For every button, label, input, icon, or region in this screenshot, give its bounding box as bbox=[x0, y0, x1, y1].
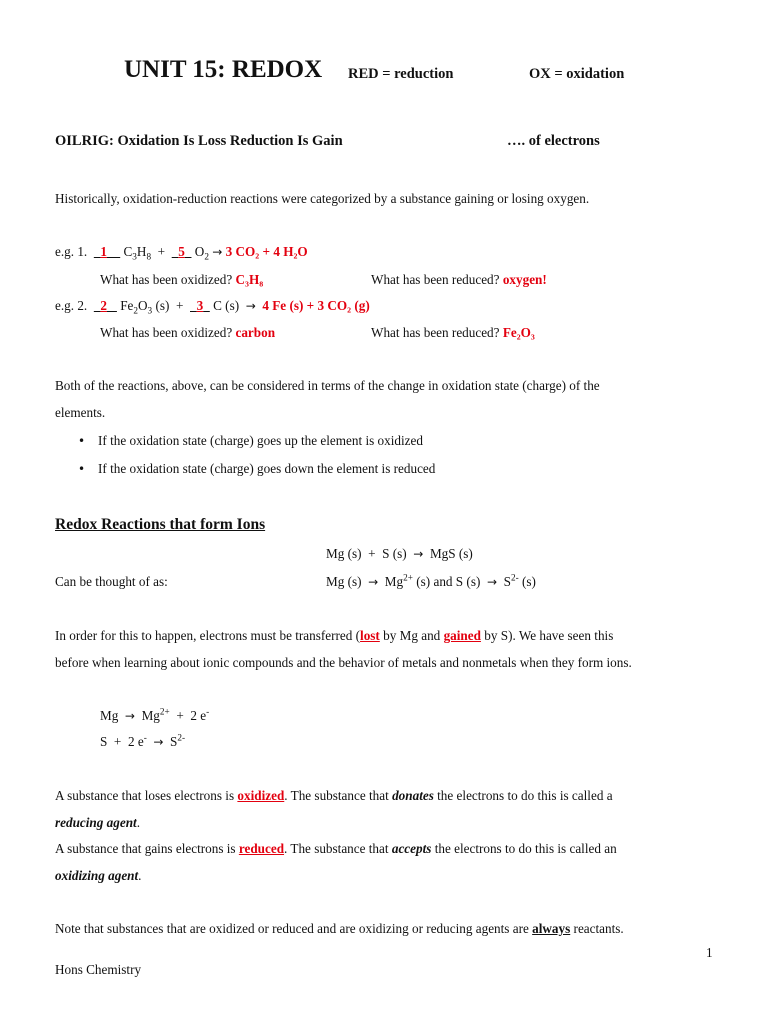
arrow-icon: → bbox=[153, 735, 164, 749]
ions-heading: Redox Reactions that form Ions bbox=[55, 516, 266, 533]
gained-keyword: gained bbox=[443, 628, 481, 643]
oxidizing-agent-term: oxidizing agent bbox=[55, 868, 139, 883]
agents-line-1: A substance that loses electrons is oxidized. The substance that donates the electrons to do this is called a bbox=[55, 788, 613, 803]
reduced-keyword: reduced bbox=[238, 841, 285, 856]
example-2-coef-2: 3 bbox=[196, 298, 204, 313]
oilrig-tail: …. of electrons bbox=[507, 133, 600, 149]
always-keyword: always bbox=[532, 921, 571, 936]
arrow-icon: → bbox=[486, 575, 498, 589]
example-1-reduced-answer: oxygen! bbox=[502, 272, 547, 287]
example-1-coef-2: 5 bbox=[178, 244, 185, 259]
mgs-equation: Mg (s) + S (s) → MgS (s) bbox=[326, 546, 473, 561]
example-1-oxidized: What has been oxidized? C₃H₈ bbox=[100, 272, 264, 287]
example-1-product: 3 CO₂ + 4 H₂O bbox=[225, 244, 308, 259]
example-1-equation: e.g. 1. 1 $C_3H_8$ + 5 $O_2 \to 3$ CO₂ + 4 H₂O bbox=[55, 244, 308, 262]
thought-of-label: Can be thought of as: bbox=[55, 574, 168, 589]
bullet-reduced: • If the oxidation state (charge) goes down the element is reduced bbox=[78, 455, 435, 483]
accepts-keyword: accepts bbox=[391, 841, 432, 856]
example-1-reduced: What has been reduced? oxygen! bbox=[371, 272, 547, 287]
red-definition: RED = reduction bbox=[348, 66, 454, 82]
example-2-oxidized: What has been oxidized? carbon bbox=[100, 325, 276, 340]
oxidized-keyword: oxidized bbox=[237, 788, 285, 803]
mg-half-equation: $Mg \to Mg^{2+} + 2$ e- bbox=[100, 706, 210, 723]
bullet-oxidized: • If the oxidation state (charge) goes up the element is oxidized bbox=[78, 427, 435, 455]
arrow-icon: → bbox=[212, 245, 223, 259]
example-2-label: e.g. 2. bbox=[55, 298, 88, 313]
arrow-icon: → bbox=[245, 299, 256, 313]
donates-keyword: donates bbox=[392, 788, 434, 803]
oilrig-heading: OILRIG: Oxidation Is Loss Reduction Is Gain bbox=[55, 133, 343, 149]
example-2-equation: e.g. 2. 2 $Fe_2O_3$ (s) + 3 C (s) → 4 Fe (s) + 3 CO₂ (g) bbox=[55, 298, 370, 316]
arrow-icon: → bbox=[368, 575, 379, 589]
arrow-icon: → bbox=[413, 547, 424, 561]
example-2-reduced-answer: Fe₂O₃ bbox=[502, 325, 535, 340]
reducing-agent-term: reducing agent bbox=[55, 815, 137, 830]
both-reactions-line-1: Both of the reactions, above, can be considered in terms of the change in oxidation state (charge) of the bbox=[55, 378, 600, 393]
both-reactions-line-2: elements. bbox=[55, 405, 106, 420]
ion-half-equations: Mg $(s) \to Mg^{2+}$ (s) and S $(s) \to S^{2-}$ (s) bbox=[326, 572, 536, 589]
agents-line-2: reducing agent. bbox=[55, 815, 140, 830]
agents-line-3: A substance that gains electrons is reduced. The substance that accepts the electrons to do this is called an bbox=[55, 841, 617, 856]
example-1-oxidized-answer: C₃H₈ bbox=[235, 272, 264, 287]
agents-line-4: oxidizing agent. bbox=[55, 868, 142, 883]
page-number: 1 bbox=[706, 945, 713, 960]
oxidation-rules-list bbox=[78, 427, 435, 483]
ox-definition: OX = oxidation bbox=[529, 66, 625, 82]
example-2-product: 4 Fe (s) + 3 CO₂ (g) bbox=[262, 298, 370, 313]
footer-course: Hons Chemistry bbox=[55, 962, 142, 977]
s-half-equation: S + 2 $e^- \to S^{2-}$ bbox=[100, 732, 186, 749]
example-2-coef-1: 2 bbox=[100, 298, 108, 313]
example-1-coef-1: 1 bbox=[100, 244, 108, 259]
example-1-label: e.g. 1. bbox=[55, 244, 88, 259]
lost-keyword: lost bbox=[360, 628, 380, 643]
example-2-oxidized-answer: carbon bbox=[235, 325, 276, 340]
transfer-line-2: before when learning about ionic compounds and the behavior of metals and nonmetals when they form ions. bbox=[55, 655, 632, 670]
note-line: Note that substances that are oxidized or reduced and are oxidizing or reducing agents are always reactants. bbox=[55, 921, 624, 936]
page-title: UNIT 15: REDOX bbox=[124, 56, 323, 83]
example-2-reduced: What has been reduced? Fe₂O₃ bbox=[371, 325, 535, 340]
transfer-line-1: In order for this to happen, electrons must be transferred (lost by Mg and gained by S). We have seen this bbox=[55, 628, 614, 643]
intro-text: Historically, oxidation-reduction reactions were categorized by a substance gaining or losing oxygen. bbox=[55, 191, 590, 206]
arrow-icon: → bbox=[124, 709, 135, 723]
